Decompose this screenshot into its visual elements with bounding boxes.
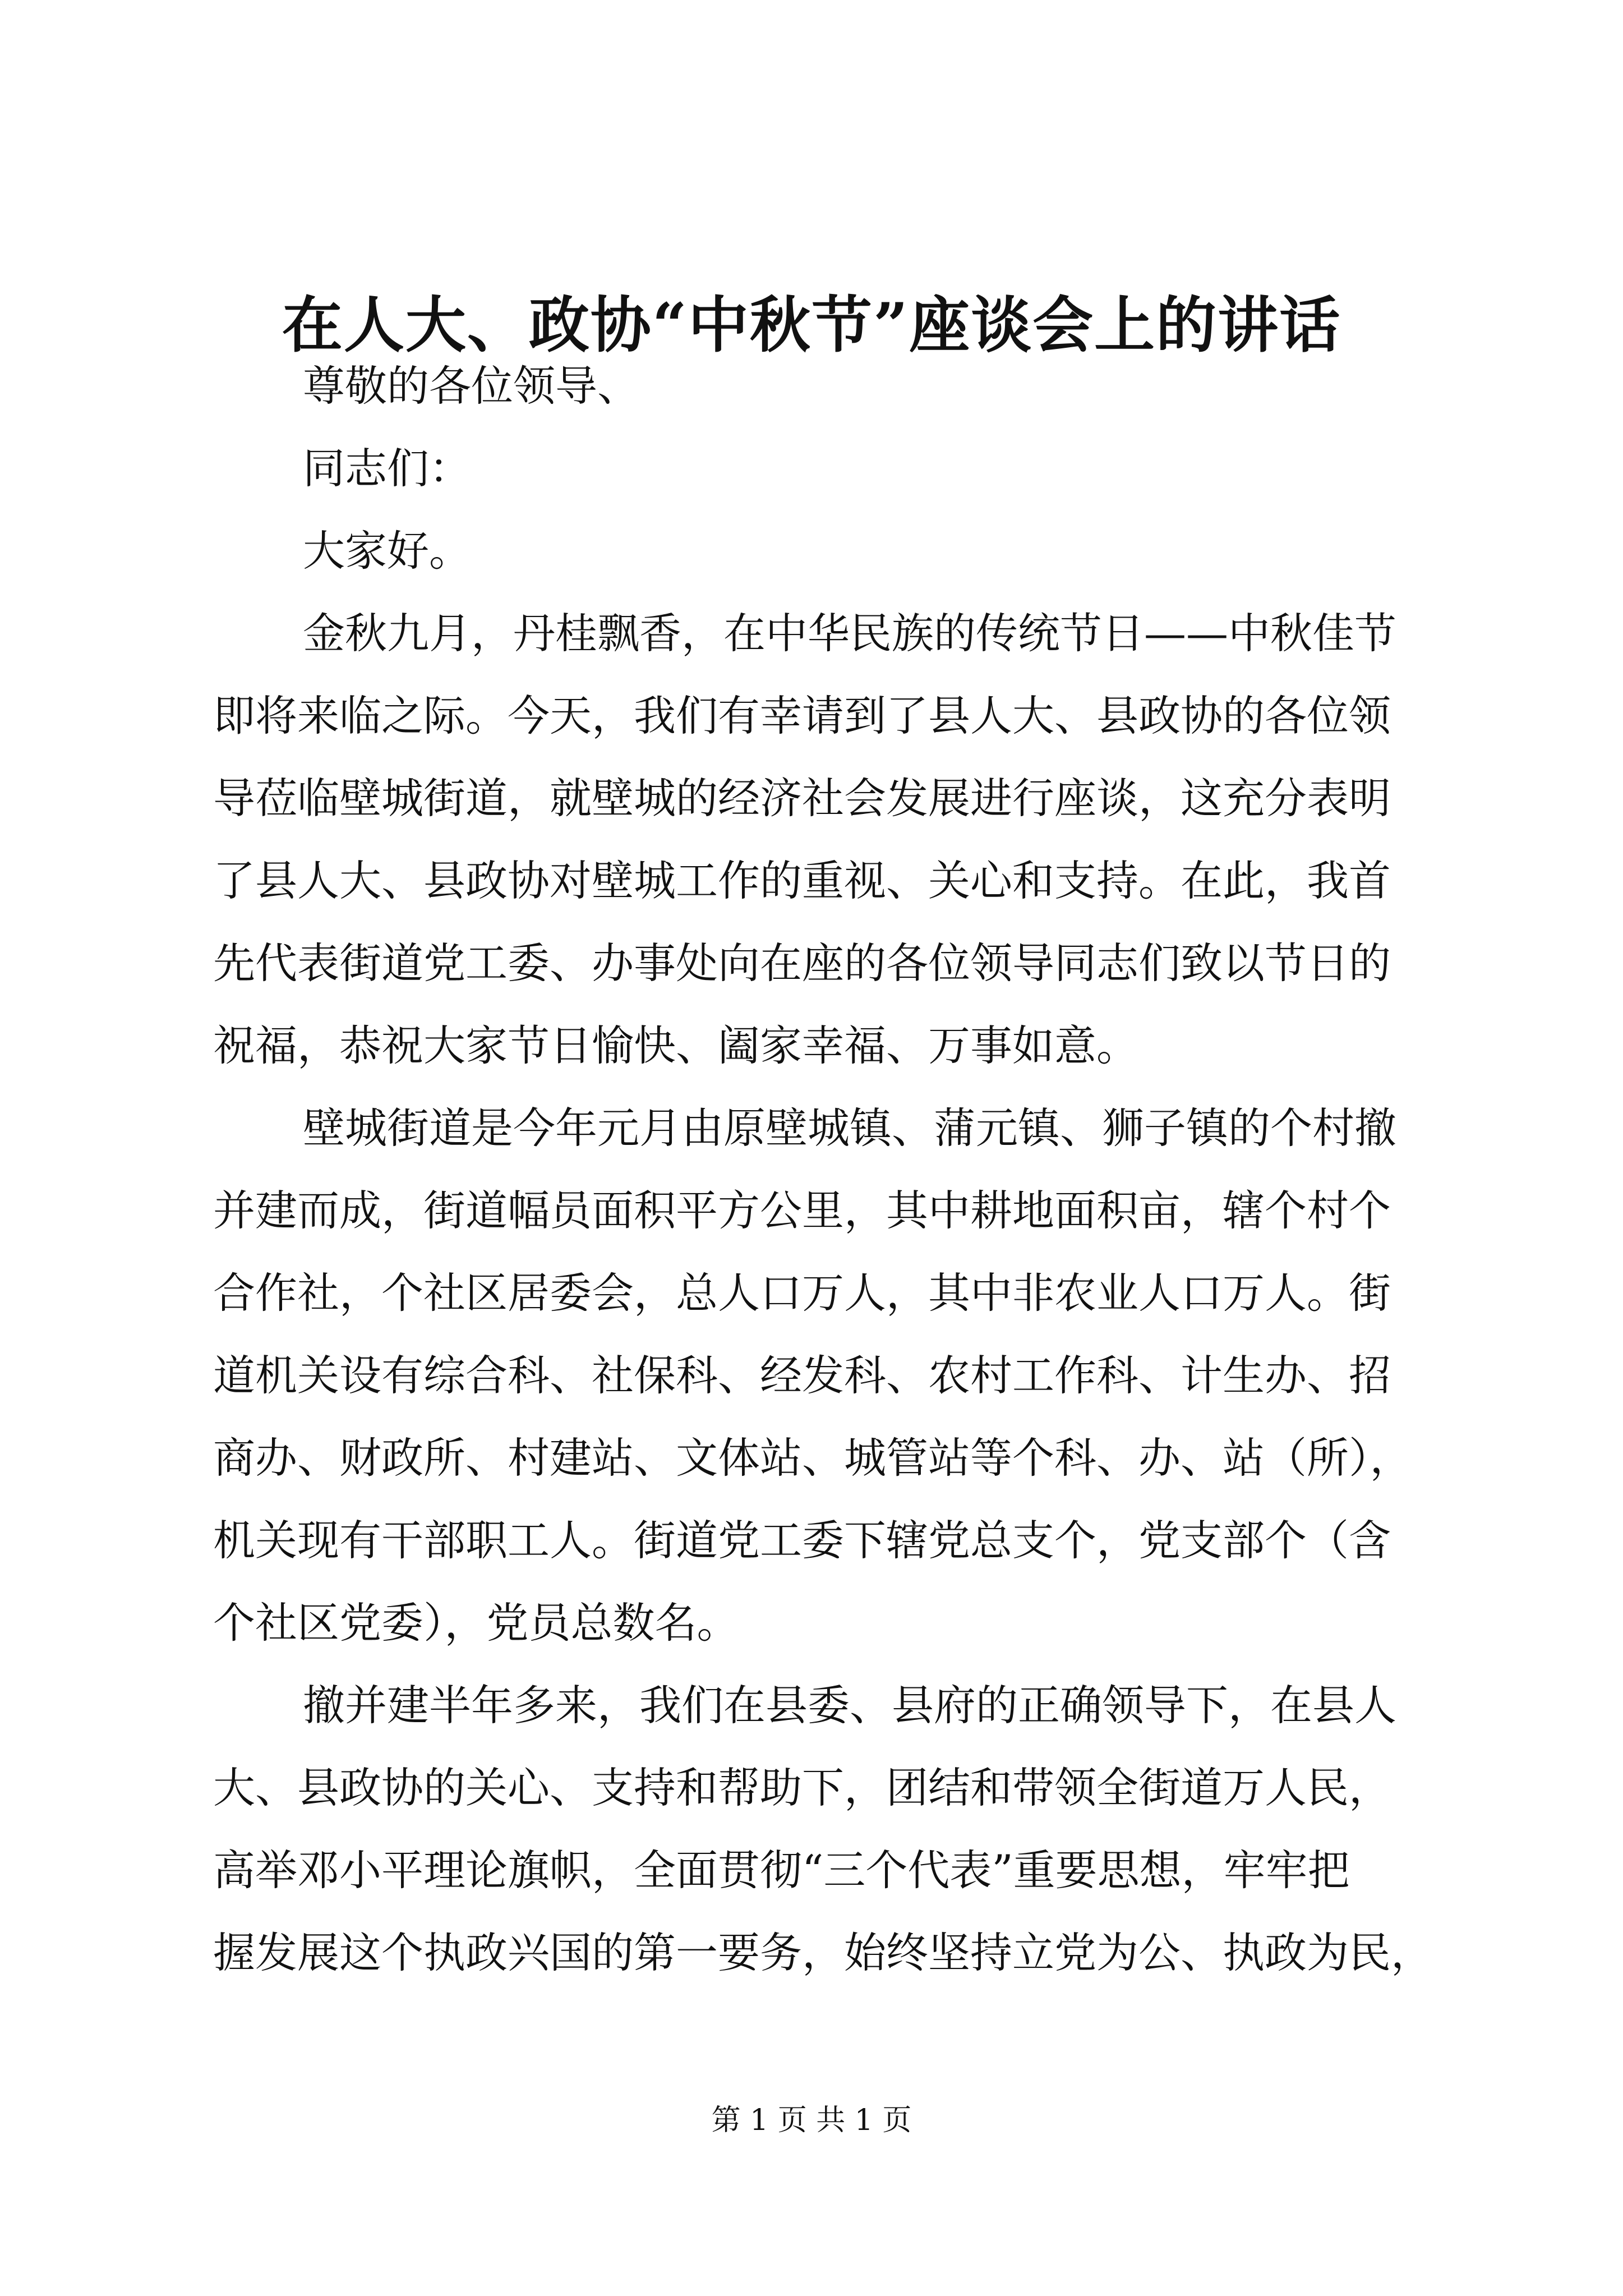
- paragraph-line: 商办、财政所、村建站、文体站、城管站等个科、办、站（所），: [213, 1433, 1412, 1483]
- paragraph-line: 机关现有干部职工人。街道党工委下辖党总支个，党支部个（含: [213, 1516, 1391, 1565]
- paragraph-line: 并建而成，街道幅员面积平方公里，其中耕地面积亩，辖个村个: [213, 1186, 1391, 1235]
- document-body: [213, 345, 1433, 1994]
- paragraph-line: 了县人大、县政协对壁城工作的重视、关心和支持。在此，我首: [213, 856, 1391, 905]
- paragraph-line: 高举邓小平理论旗帜，全面贯彻“三个代表”重要思想，牢牢把: [213, 1846, 1350, 1895]
- paragraph-line: 合作社，个社区居委会，总人口万人，其中非农业人口万人。街: [213, 1268, 1391, 1318]
- paragraph-line: 壁城街道是今年元月由原壁城镇、蒲元镇、狮子镇的个村撤: [303, 1103, 1397, 1153]
- paragraph-line: 大家好。: [303, 526, 472, 576]
- page-number-footer: 第 1 页 共 1 页: [711, 2104, 912, 2137]
- paragraph-line: 导莅临壁城街道，就壁城的经济社会发展进行座谈，这充分表明: [213, 774, 1391, 823]
- paragraph-line: 道机关设有综合科、社保科、经发科、农村工作科、计生办、招: [213, 1351, 1391, 1400]
- paragraph-line: 大、县政协的关心、支持和帮助下，团结和带领全街道万人民，: [213, 1763, 1391, 1812]
- paragraph-line: 同志们：: [303, 444, 472, 493]
- paragraph-line: 即将来临之际。今天，我们有幸请到了县人大、县政协的各位领: [213, 691, 1391, 740]
- paragraph-line: 先代表街道党工委、办事处向在座的各位领导同志们致以节日的: [213, 938, 1391, 988]
- paragraph-line: 撤并建半年多来，我们在县委、县府的正确领导下，在县人: [303, 1681, 1397, 1730]
- paragraph-line: 金秋九月，丹桂飘香，在中华民族的传统节日——中秋佳节: [303, 609, 1397, 658]
- paragraph-line: 个社区党委），党员总数名。: [213, 1598, 739, 1648]
- paragraph-line: 握发展这个执政兴国的第一要务，始终坚持立党为公、执政为民，: [213, 1928, 1433, 1977]
- paragraph-line: 尊敬的各位领导、: [303, 361, 640, 411]
- page-title: 在人大、政协“中秋节”座谈会上的讲话: [282, 290, 1341, 361]
- paragraph-line: 祝福，恭祝大家节日愉快、阖家幸福、万事如意。: [213, 1021, 1139, 1070]
